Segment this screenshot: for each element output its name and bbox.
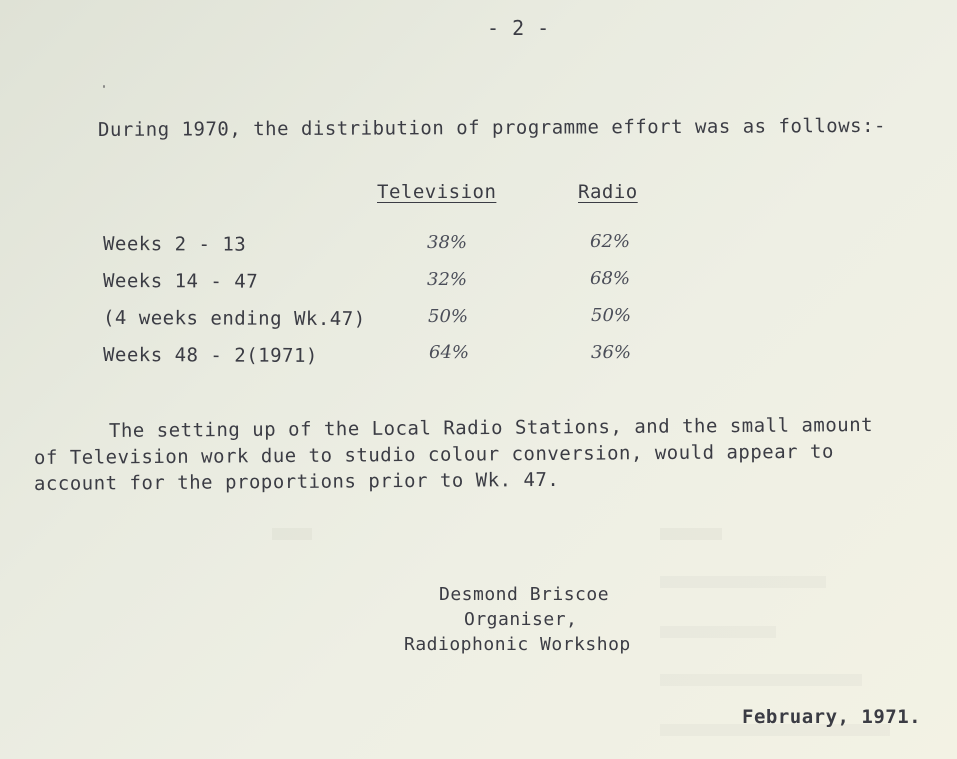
paragraph-line: The setting up of the Local Radio Stations, and the small amount [108,413,874,442]
intro-sentence: During 1970, the distribution of programme effort was as follows:- [97,114,887,141]
radio-percent: 50% [591,305,632,326]
show-through-mark [660,528,722,540]
paragraph-line: of Television work due to studio colour conversion, would appear to [33,440,834,469]
signatory-title: Organiser, [464,609,578,630]
row-label: Weeks 2 - 13 [102,233,247,256]
document-date: February, 1971. [742,706,922,728]
signatory-department: Radiophonic Workshop [404,634,631,655]
show-through-mark [660,674,862,686]
signatory-name: Desmond Briscoe [439,584,610,605]
show-through-mark [272,528,312,540]
column-header-radio: Radio [578,181,638,203]
television-percent: 64% [429,342,470,363]
show-through-mark [660,724,890,736]
ink-speck [103,85,105,88]
row-label: (4 weeks ending Wk.47) [102,307,366,331]
radio-percent: 62% [590,231,631,252]
row-label: Weeks 48 - 2(1971) [102,344,318,367]
column-header-television: Television [377,181,497,203]
paragraph-line: account for the proportions prior to Wk. 47. [33,468,560,495]
show-through-mark [660,626,776,638]
radio-percent: 36% [591,342,632,363]
row-label: Weeks 14 - 47 [102,270,259,293]
television-percent: 32% [427,269,468,290]
radio-percent: 68% [590,268,631,289]
television-percent: 38% [427,232,468,253]
page-number: - 2 - [487,16,550,40]
television-percent: 50% [428,306,469,327]
show-through-mark [660,576,826,588]
